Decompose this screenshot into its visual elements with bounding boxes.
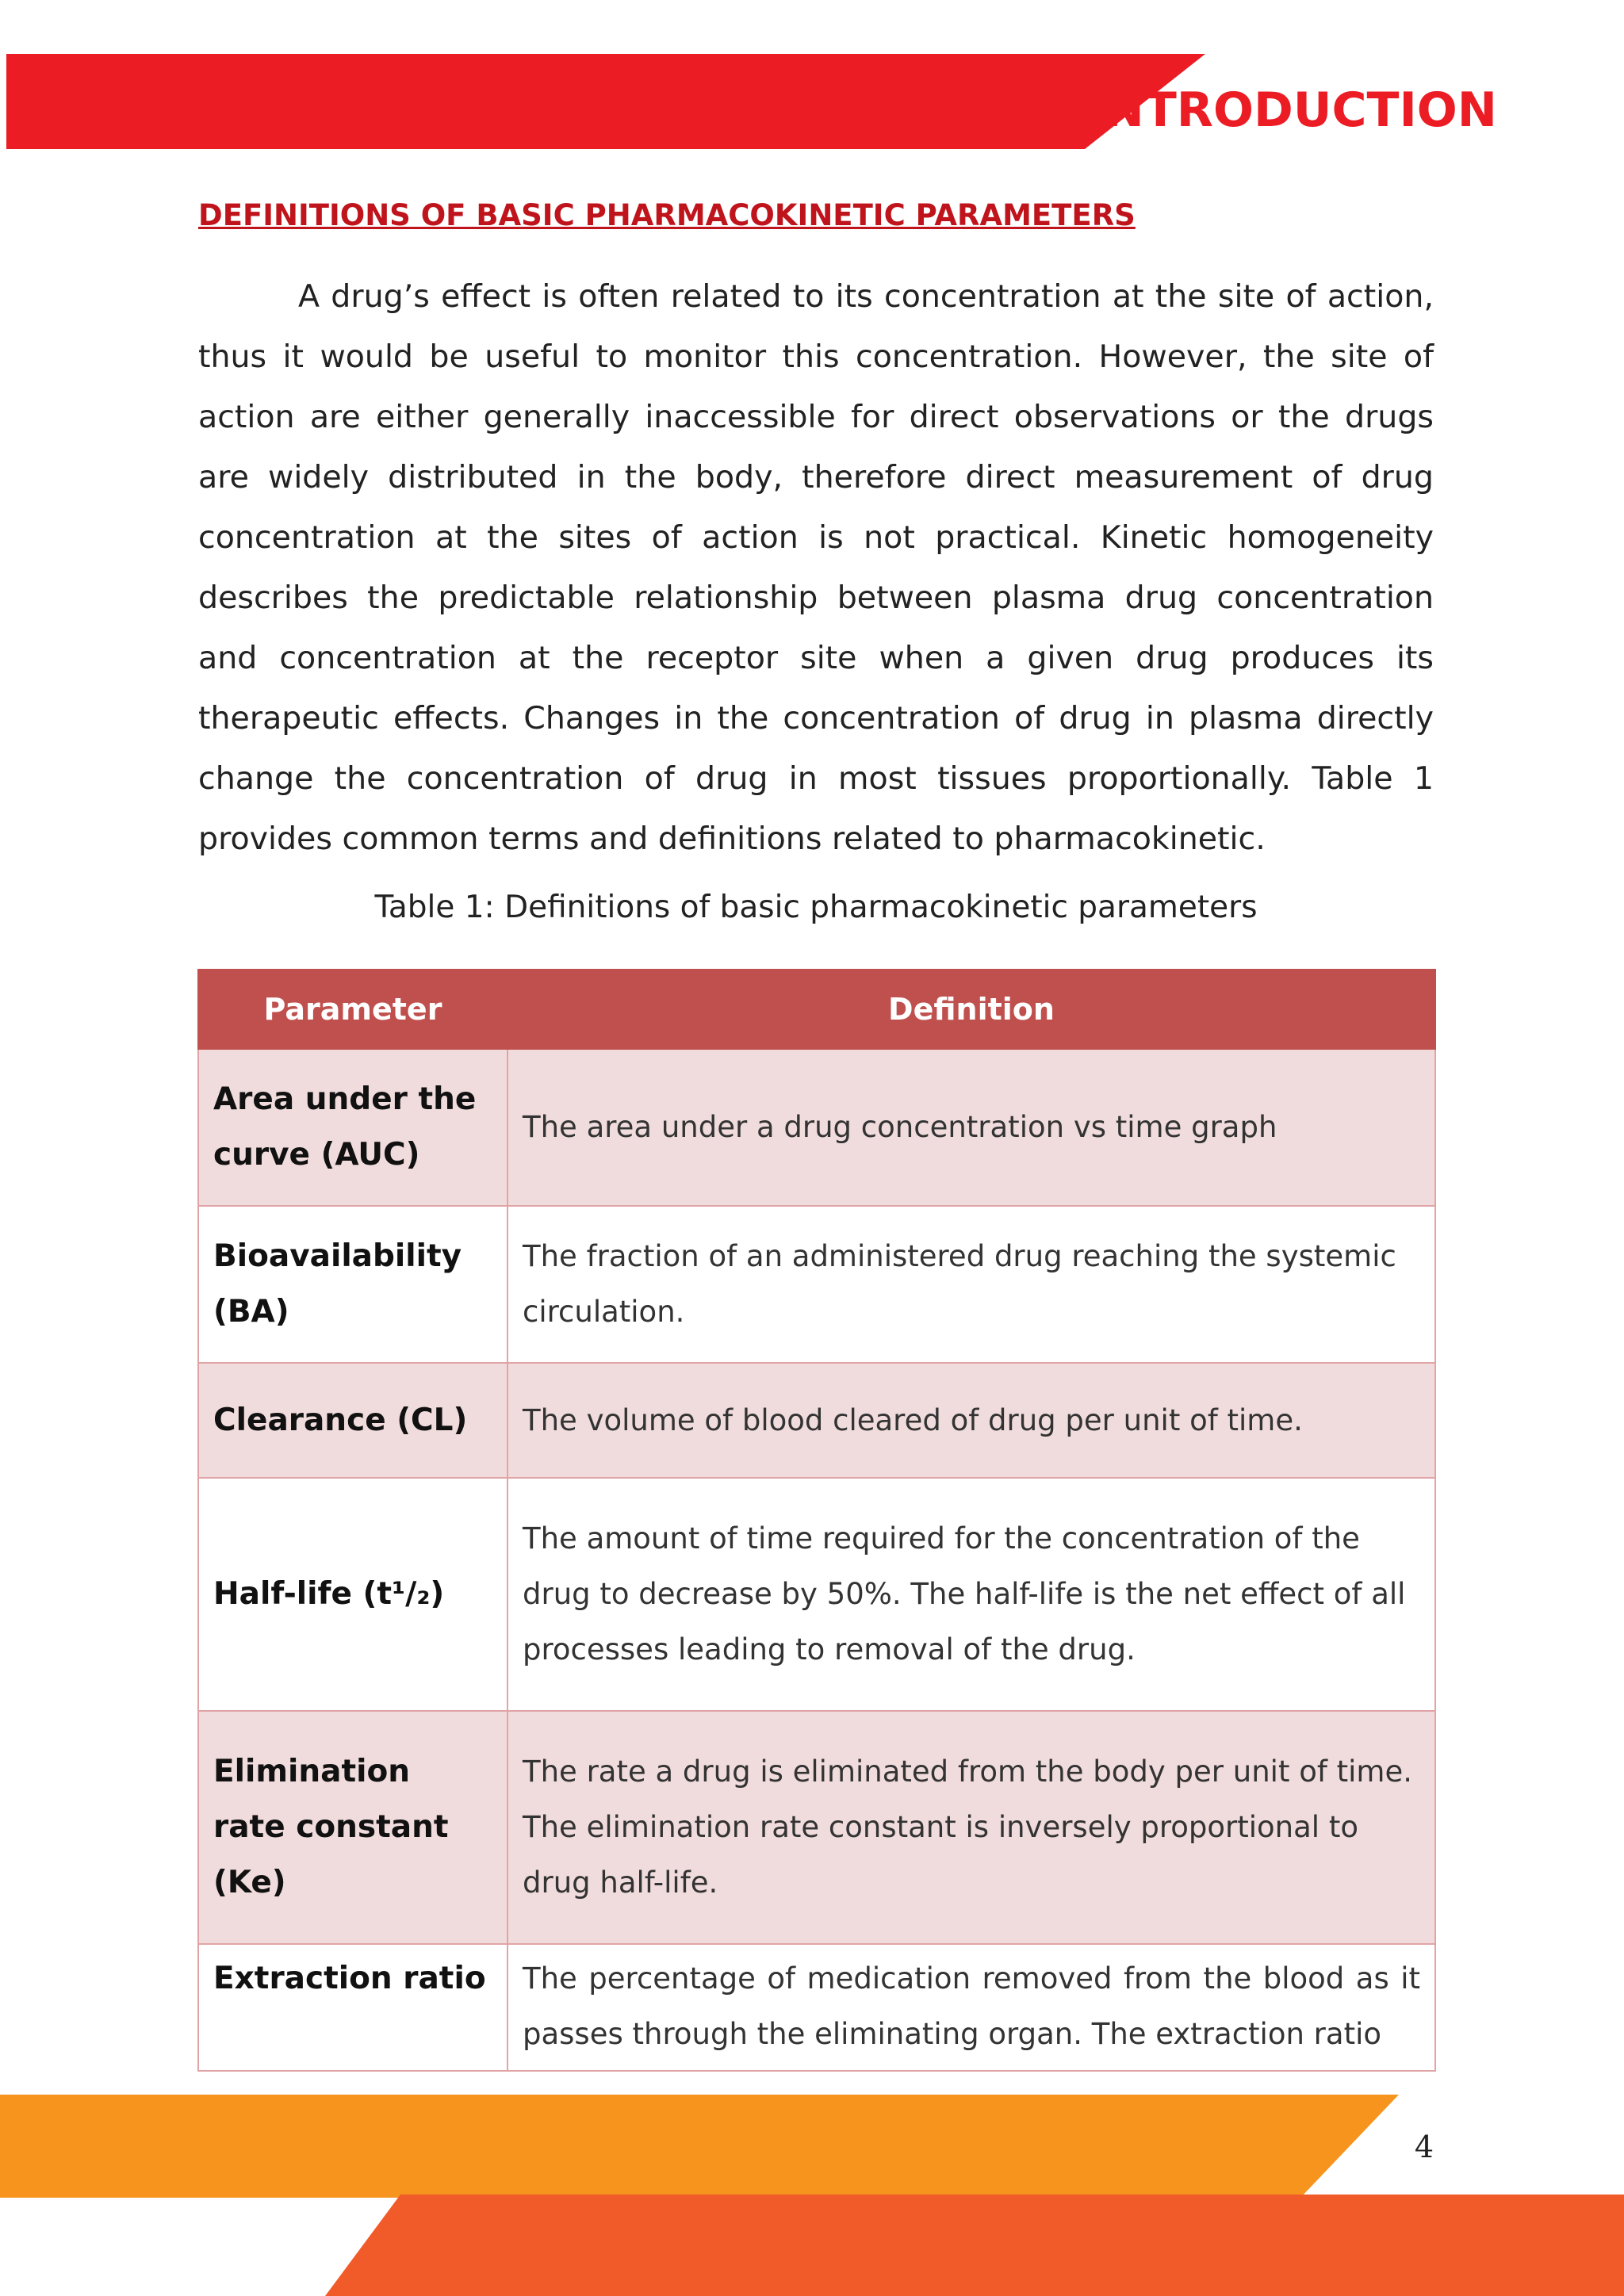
page-number: 4 bbox=[1414, 2130, 1434, 2164]
table-header-row bbox=[198, 970, 1435, 1049]
column-header-parameter: Parameter bbox=[198, 970, 508, 1049]
footer-orange-stripe bbox=[0, 2095, 1399, 2198]
parameter-cell: Elimination rate constant (Ke) bbox=[198, 1711, 508, 1944]
definition-cell: The volume of blood cleared of drug per unit of time. bbox=[508, 1363, 1435, 1478]
definition-cell: The area under a drug concentration vs time graph bbox=[508, 1049, 1435, 1206]
definition-cell: The rate a drug is eliminated from the body per unit of time. The elimination rate constant is inversely proportional to drug half-life. bbox=[508, 1711, 1435, 1944]
definition-cell: The percentage of medication removed from the blood as it passes through the eliminating organ. The extraction ratio bbox=[508, 1944, 1435, 2071]
parameter-cell: Bioavailability (BA) bbox=[198, 1206, 508, 1363]
definition-cell: The fraction of an administered drug reaching the systemic circulation. bbox=[508, 1206, 1435, 1363]
section-heading: DEFINITIONS OF BASIC PHARMACOKINETIC PARAMETERS bbox=[198, 198, 1136, 232]
parameter-cell: Half-life (t¹/₂) bbox=[198, 1478, 508, 1711]
definition-cell: The amount of time required for the concentration of the drug to decrease by 50%. The half-life is the net effect of all processes leading to removal of the drug. bbox=[508, 1478, 1435, 1711]
table-row bbox=[198, 1049, 1435, 1206]
header-red-stripe bbox=[6, 54, 1205, 149]
parameters-table bbox=[197, 969, 1436, 2072]
header-title: INTRODUCTION bbox=[1086, 82, 1497, 138]
parameters-table-wrapper bbox=[197, 969, 1434, 2072]
table-row bbox=[198, 1944, 1435, 2071]
table-caption: Table 1: Definitions of basic pharmacokinetic parameters bbox=[374, 890, 1258, 925]
table-row bbox=[198, 1206, 1435, 1363]
table-row bbox=[198, 1478, 1435, 1711]
table-row bbox=[198, 1363, 1435, 1478]
table-row bbox=[198, 1711, 1435, 1944]
footer-band bbox=[0, 2085, 1624, 2296]
parameter-cell: Area under the curve (AUC) bbox=[198, 1049, 508, 1206]
footer-red-orange-stripe bbox=[325, 2195, 1624, 2296]
parameter-cell: Extraction ratio bbox=[198, 1944, 508, 2071]
parameter-cell: Clearance (CL) bbox=[198, 1363, 508, 1478]
column-header-definition: Definition bbox=[508, 970, 1435, 1049]
body-paragraph: A drug’s effect is often related to its concentration at the site of action, thus it would be useful to monitor this concentration. However, the site of action are either generally inaccessible for direct observations or the drugs are widely distributed in the body, therefore direct measurement of drug concentration at the sites of action is not practical. Kinetic homogeneity describes the predictable relationship between plasma drug concentration and concentration at the receptor site when a given drug produces its therapeutic effects. Changes in the concentration of drug in plasma directly change the concentration of drug in most tissues proportionally. Table 1 provides common terms and definitions related to pharmacokinetic. bbox=[198, 278, 1434, 857]
